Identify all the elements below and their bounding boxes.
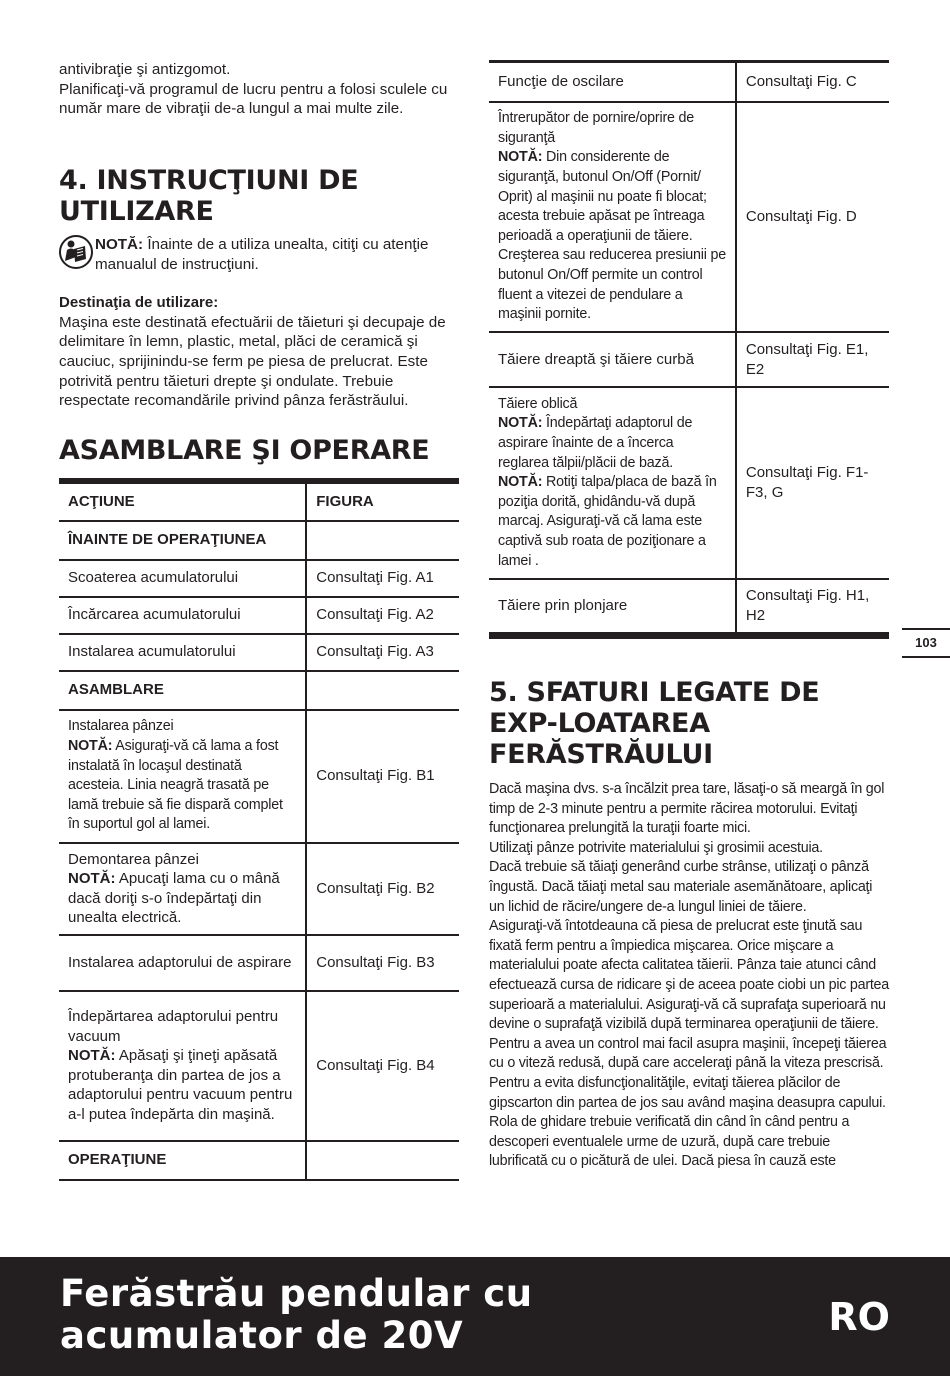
note-label: NOTĂ: xyxy=(498,415,543,432)
action-title: Instalarea pânzei xyxy=(68,718,174,735)
table-row xyxy=(489,62,889,103)
note-label: NOTĂ: xyxy=(498,149,543,166)
footer-bar xyxy=(0,1257,950,1376)
note-label: NOTĂ: xyxy=(68,1047,116,1065)
action-title: Îndepărtarea adaptorului pentru vacuum xyxy=(68,1007,279,1045)
action-cell xyxy=(59,843,306,935)
table-row xyxy=(59,935,459,991)
footer-title-line-1: Ferăstrău pendular cu xyxy=(60,1272,533,1315)
action-cell: Tăiere dreaptă şi tăiere curbă xyxy=(489,332,736,387)
figure-cell: Consultaţi Fig. H1, H2 xyxy=(736,579,889,636)
figure-cell: Consultaţi Fig. A2 xyxy=(306,597,459,634)
intended-use-title: Destinaţia de utilizare: xyxy=(59,293,219,311)
tips-text xyxy=(489,780,889,1172)
action-cell xyxy=(59,991,306,1141)
note-label: NOTĂ: xyxy=(95,235,144,253)
note-body: Înainte de a utiliza unealta, citiţi cu atenţie manualul de instrucţiuni. xyxy=(95,235,429,273)
assembly-title: ASAMBLARE ŞI OPERARE xyxy=(59,434,430,466)
language-code: RO xyxy=(828,1295,890,1339)
manual-note xyxy=(59,235,459,275)
action-cell xyxy=(59,710,306,843)
figure-cell: Consultaţi Fig. B1 xyxy=(306,710,459,843)
manual-note-text xyxy=(95,235,459,275)
left-column xyxy=(59,60,459,1181)
table-section-row xyxy=(59,671,459,710)
figure-cell: Consultaţi Fig. B3 xyxy=(306,935,459,991)
table-header-row xyxy=(59,481,459,521)
action-cell: Instalarea adaptorului de aspirare xyxy=(59,935,306,991)
footer-title xyxy=(60,1273,533,1357)
note-label: NOTĂ: xyxy=(498,474,543,491)
figure-cell: Consultaţi Fig. A1 xyxy=(306,560,459,597)
table-row xyxy=(59,560,459,597)
table-row xyxy=(59,634,459,671)
figure-cell: Consultaţi Fig. A3 xyxy=(306,634,459,671)
intro-paragraph: antivibraţie şi antizgomot. Planificaţi-vă programul de lucru pentru a folosi sculele cu număr mare de vibraţii de-a lungul a mai multe zile. xyxy=(59,61,448,118)
figure-cell: Consultaţi Fig. D xyxy=(736,102,889,332)
action-title: Tăiere oblică xyxy=(498,395,578,412)
table-row xyxy=(489,102,889,332)
figure-cell: Consultaţi Fig. B2 xyxy=(306,843,459,935)
note-body: Asiguraţi-vă că lama a fost instalată în locaşul destinată acesteia. Linia neagră trasată pe lamă trebuie să fie dispară complet în suportul gol al lamei. xyxy=(68,738,283,833)
action-cell: Încărcarea acumulatorului xyxy=(59,597,306,634)
note-label: NOTĂ: xyxy=(68,870,116,888)
tips-paragraph: Dacă trebuie să tăiaţi generând curbe strânse, utilizaţi o pânză îngustă. Dacă tăiaţi metal sau materiale asemănătoare, aplicaţi un lichid de răcire/ungere de-a lungul liniei de tăiere. xyxy=(489,859,873,915)
action-title: Demontarea pânzei xyxy=(68,850,199,868)
table-section-row xyxy=(59,1141,459,1180)
right-column xyxy=(489,60,889,1172)
tips-paragraph: Dacă maşina dvs. s-a încălzit prea tare, lăsaţi-o să meargă în gol timp de 2-3 minute pentru a permite răcirea motorului. Evitaţi funcţionarea prelungită la turaţii foarte mici. xyxy=(489,781,885,837)
note-body: Din considerente de siguranţă, butonul On/Off (Pornit/ Oprit) al maşinii nu poate fi blocat; acesta trebuie apăsat pe întreaga perioadă a operaţiunii de tăiere. Creşterea sau reducerea presiunii pe butonul On/Off permite un control fluent a vitezei de pendulare a maşinii pornite. xyxy=(498,149,727,323)
empty-cell xyxy=(306,671,459,710)
tips-paragraph: Asiguraţi-vă întotdeauna că piesa de prelucrat este ţinută sau fixată ferm pentru a împiedica mişcarea. Orice mişcare a materialului poate afecta calitatea tăierii. Pânza taie atunci când efectuează cursa de ridicare şi de aceea poate ciobi un pic partea superioară a materialului. Asiguraţi-vă că suprafaţa superioară nu devine o suprafaţă vizibilă după terminarea operaţiunii de tăiere. xyxy=(489,918,889,1033)
action-cell: Scoaterea acumulatorului xyxy=(59,560,306,597)
read-manual-icon xyxy=(59,235,93,269)
action-cell xyxy=(489,387,736,579)
action-cell: Tăiere prin plonjare xyxy=(489,579,736,636)
header-figure: FIGURA xyxy=(306,481,459,521)
note-body: Îndepărtaţi adaptorul de aspirare înainte de a încerca reglarea tălpii/plăcii de bază. xyxy=(498,415,693,471)
table-section-row xyxy=(59,521,459,560)
action-cell: Funcţie de oscilare xyxy=(489,62,736,103)
tips-paragraph: Utilizaţi pânze potrivite materialului şi grosimii acestuia. xyxy=(489,839,823,856)
note-label: NOTĂ: xyxy=(68,738,113,755)
table-row xyxy=(489,579,889,636)
footer-title-line-2: acumulator de 20V xyxy=(60,1314,464,1357)
empty-cell xyxy=(306,1141,459,1180)
note-body: Rotiţi talpa/placa de bază în poziţia dorită, ghidându-vă după marcaj. Asiguraţi-vă că lama este captivă sub roata de poziţionare a lamei . xyxy=(498,474,717,569)
action-title: Întrerupător de pornire/oprire de siguranţă xyxy=(498,110,695,146)
figure-cell: Consultaţi Fig. C xyxy=(736,62,889,103)
figure-cell: Consultaţi Fig. F1-F3, G xyxy=(736,387,889,579)
empty-cell xyxy=(306,521,459,560)
note-body: Apucaţi lama cu o mână dacă doriţi s-o îndepărtaţi din unealta electrică. xyxy=(68,870,280,927)
note-body: Apăsaţi şi ţineţi apăsată protuberanţa din partea de jos a adaptorului pentru vacuum pentru a-l putea îndepărta din maşină. xyxy=(68,1047,293,1123)
section-4-title: 4. INSTRUCŢIUNI DE UTILIZARE xyxy=(59,164,359,227)
header-action: ACŢIUNE xyxy=(59,481,306,521)
section-operation: OPERAŢIUNE xyxy=(59,1141,306,1180)
tips-paragraph: Pentru a evita disfuncţionalităţile, evitaţi tăierea plăcilor de gipscarton din partea de jos sau având maşina deasupra capului. xyxy=(489,1074,886,1111)
figure-cell: Consultaţi Fig. B4 xyxy=(306,991,459,1141)
section-5-title: 5. SFATURI LEGATE DE EXP-LOATAREA FERĂSTRĂULUI xyxy=(489,677,820,770)
table-row xyxy=(489,387,889,579)
tips-paragraph: Pentru a avea un control mai facil asupra maşinii, începeţi tăierea cu o viteză redusă, după care acceleraţi până la viteza prescrisă. xyxy=(489,1035,887,1072)
tips-paragraph: Rola de ghidare trebuie verificată din când în când pentru a descoperi eventualele urme de uzură, după care trebuie lubrificată cu o picătură de ulei. Dacă piesa în cauză este xyxy=(489,1114,850,1170)
page-number: 103 xyxy=(902,628,950,658)
figure-cell: Consultaţi Fig. E1, E2 xyxy=(736,332,889,387)
table-row xyxy=(59,991,459,1141)
action-cell xyxy=(489,102,736,332)
section-before-operation: ÎNAINTE DE OPERAŢIUNEA xyxy=(59,521,306,560)
table-row xyxy=(59,597,459,634)
action-cell: Instalarea acumulatorului xyxy=(59,634,306,671)
table-row xyxy=(59,843,459,935)
table-row xyxy=(59,710,459,843)
table-row xyxy=(489,332,889,387)
intended-use-text: Maşina este destinată efectuării de tăieturi şi decupaje de delimitare în lemn, plastic, metal, plăci de ceramică şi cauciuc, sprijinindu-se ferm pe piesa de prelucrat. Este potrivită pentru tăieturi drepte şi ondulate. Trebuie respectate recomandările privind pânza ferăstrăului. xyxy=(59,313,446,410)
section-assembly: ASAMBLARE xyxy=(59,671,306,710)
operations-table xyxy=(489,60,889,639)
actions-table xyxy=(59,478,459,1181)
